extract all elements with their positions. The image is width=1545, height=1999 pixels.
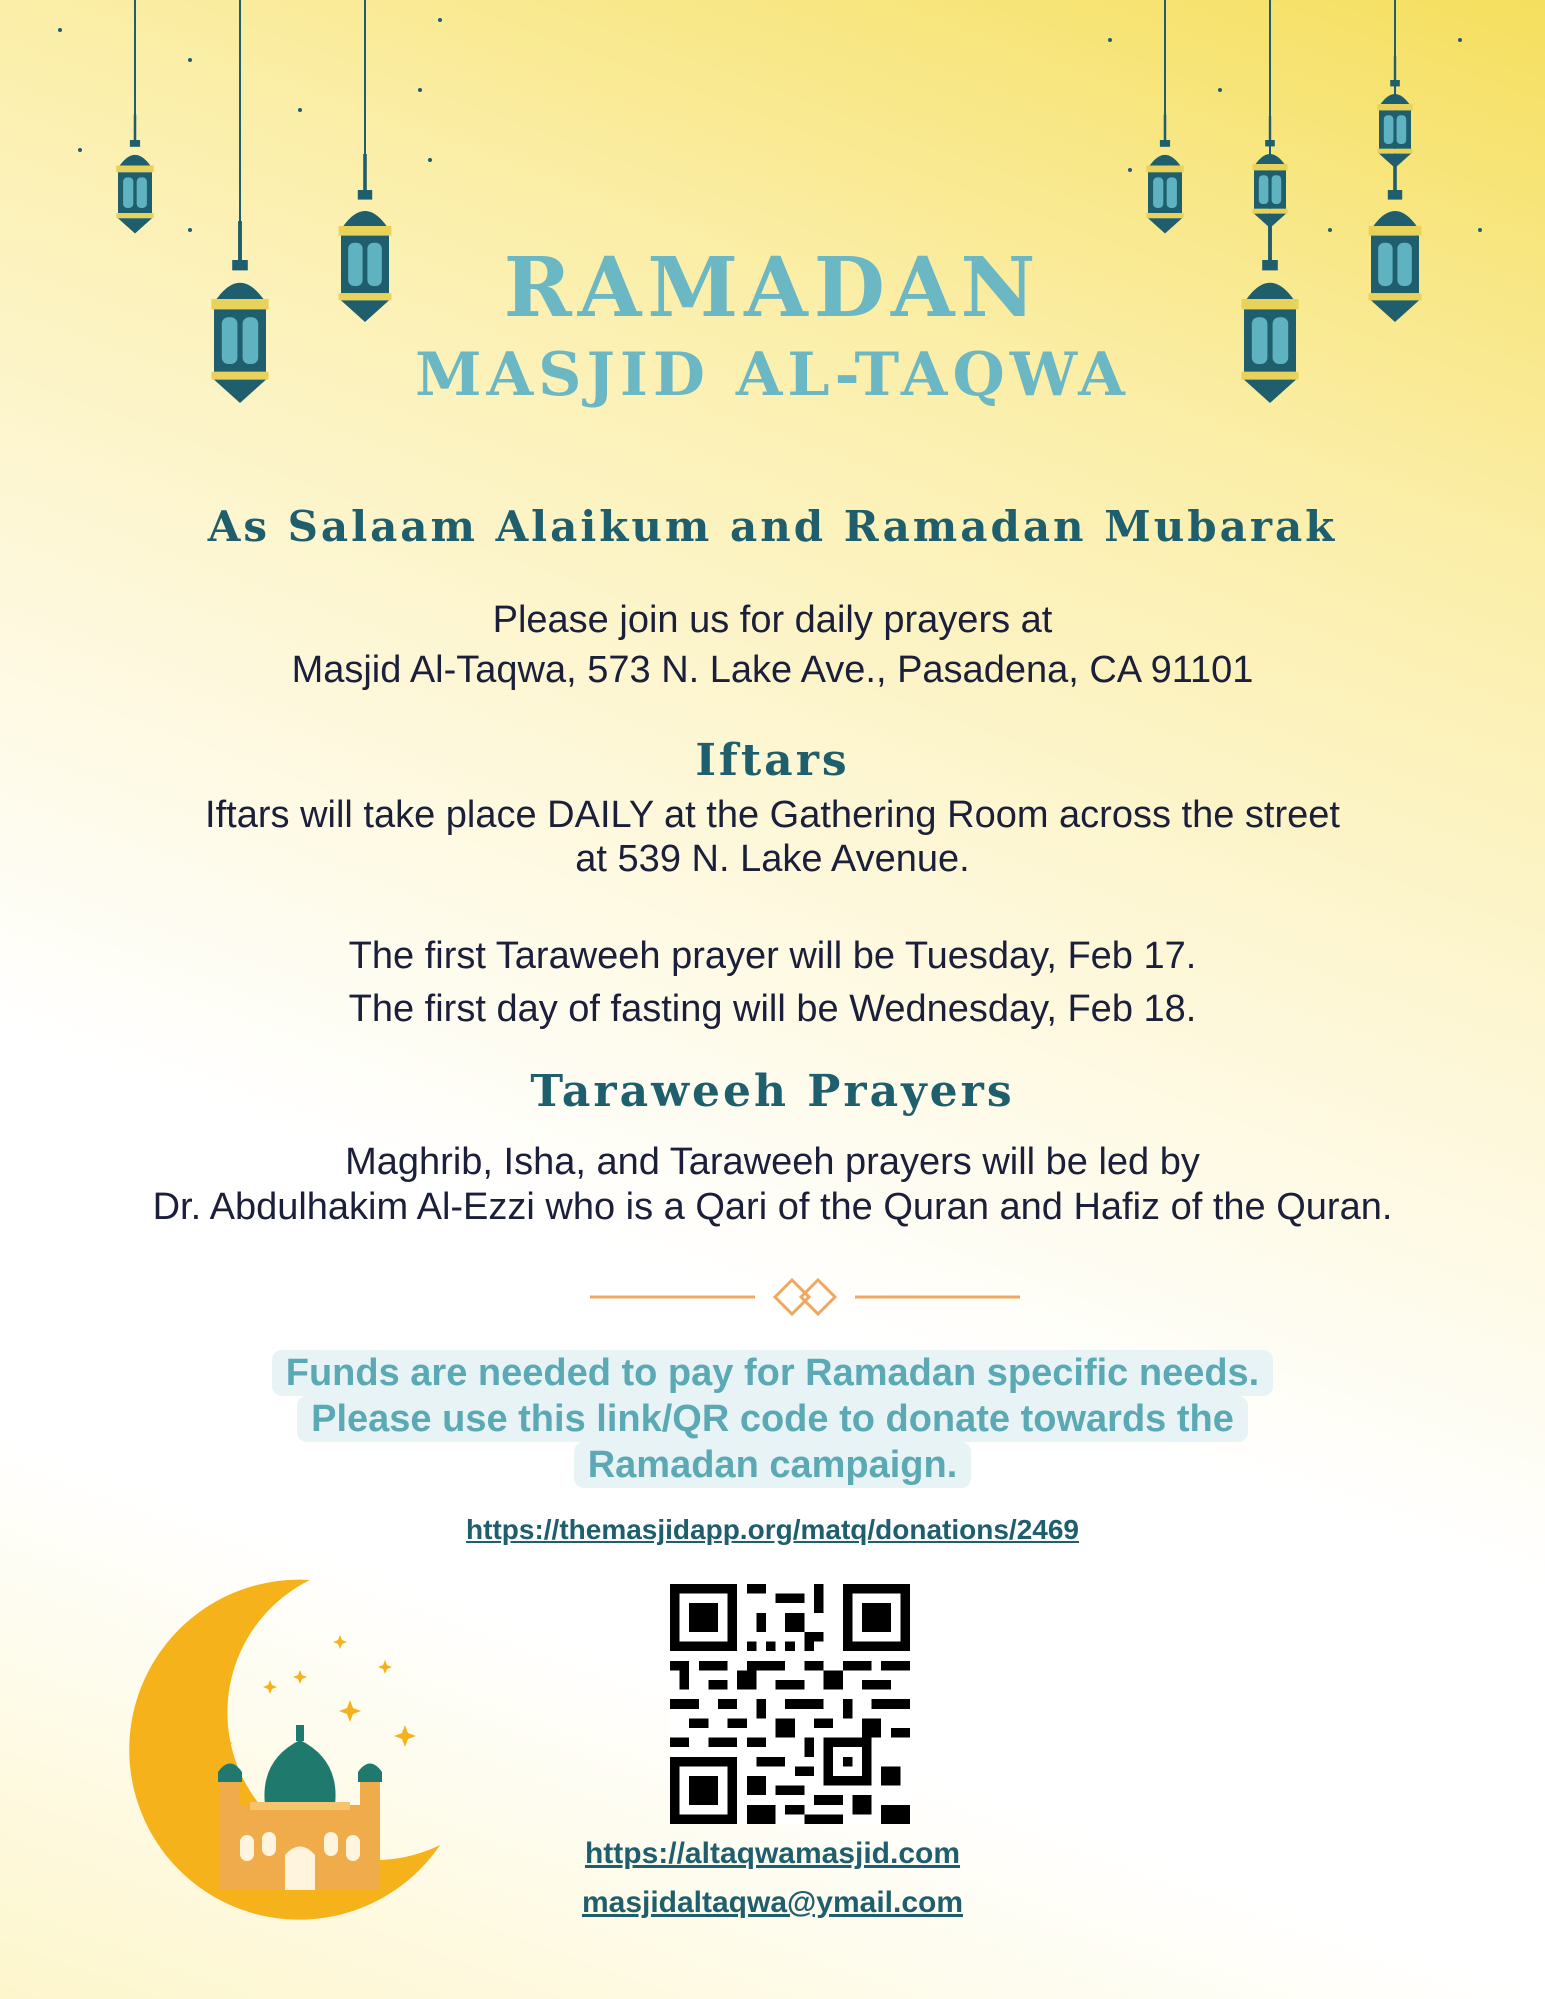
- donation-callout: [0, 1350, 1545, 1488]
- crescent-mosque-illustration: [110, 1570, 450, 1930]
- iftars-line-2: at 539 N. Lake Avenue.: [575, 838, 970, 880]
- donation-line-2: Please use this link/QR code to donate towards the: [297, 1396, 1248, 1442]
- intro-line-1: Please join us for daily prayers at: [492, 599, 1053, 641]
- taraweeh-date-line: The first Taraweeh prayer will be Tuesday, Feb 17.: [348, 935, 1197, 977]
- iftars-line-1: Iftars will take place DAILY at the Gathering Room across the street: [205, 794, 1340, 836]
- email-link[interactable]: masjidaltaqwa@ymail.com: [581, 1886, 964, 1919]
- divider-ornament: [585, 1272, 1025, 1322]
- fasting-date-line: The first day of fasting will be Wednesday, Feb 18.: [348, 988, 1197, 1030]
- intro-line-2: Masjid Al-Taqwa, 573 N. Lake Ave., Pasadena, CA 91101: [291, 649, 1254, 691]
- donation-link[interactable]: https://themasjidapp.org/matq/donations/2469: [466, 1514, 1079, 1545]
- website-link[interactable]: https://altaqwamasjid.com: [584, 1837, 961, 1870]
- page-subtitle: MASJID AL-TAQWA: [415, 340, 1130, 410]
- donation-line-3: Ramadan campaign.: [574, 1442, 972, 1488]
- taraweeh-line-1: Maghrib, Isha, and Taraweeh prayers will be led by: [345, 1141, 1200, 1183]
- donation-qr-code[interactable]: [670, 1584, 910, 1824]
- iftars-heading: Iftars: [695, 735, 850, 786]
- taraweeh-line-2: Dr. Abdulhakim Al-Ezzi who is a Qari of the Quran and Hafiz of the Quran.: [152, 1186, 1393, 1228]
- page-title: RAMADAN: [503, 240, 1042, 336]
- greeting-heading: As Salaam Alaikum and Ramadan Mubarak: [207, 502, 1338, 551]
- taraweeh-heading: Taraweeh Prayers: [530, 1066, 1015, 1117]
- donation-line-1: Funds are needed to pay for Ramadan specific needs.: [272, 1350, 1274, 1396]
